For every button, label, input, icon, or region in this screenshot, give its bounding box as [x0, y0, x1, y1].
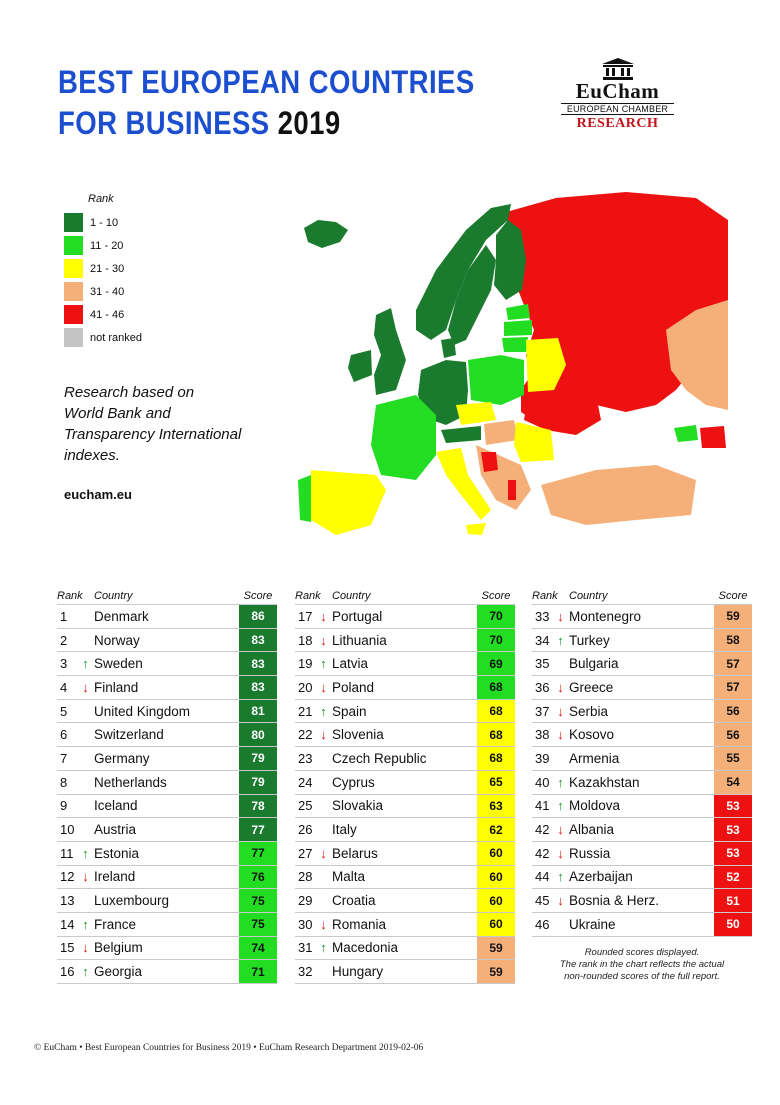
title-line-2	[58, 103, 475, 144]
table-row	[532, 795, 752, 819]
score-header: Score	[243, 590, 273, 602]
legend-swatch	[64, 282, 83, 301]
rank-cell: 5	[60, 703, 68, 719]
title-line-2-text: FOR BUSINESS	[58, 105, 270, 141]
trend-down-icon: ↓	[557, 727, 564, 743]
table-row	[295, 960, 515, 984]
score-cell: 54	[714, 771, 752, 794]
table-row	[57, 889, 277, 913]
table-row	[295, 629, 515, 653]
rank-cell: 29	[298, 893, 313, 909]
country-cell: Belgium	[94, 940, 143, 956]
rank-header: Rank	[295, 590, 321, 602]
rank-cell: 18	[298, 632, 313, 648]
table-row	[57, 676, 277, 700]
rank-cell: 26	[298, 822, 313, 838]
table-row	[57, 913, 277, 937]
country-cell: Lithuania	[332, 632, 387, 648]
map-region-denmark	[441, 338, 456, 358]
country-cell: Luxembourg	[94, 893, 170, 909]
country-cell: Spain	[332, 703, 367, 719]
score-cell: 56	[714, 700, 752, 723]
map-region-latvia	[504, 320, 532, 336]
research-note-line: indexes.	[64, 447, 120, 464]
table-row	[295, 913, 515, 937]
country-cell: Macedonia	[332, 940, 399, 956]
rank-cell: 32	[298, 964, 313, 980]
map-region-portugal	[298, 475, 311, 522]
rank-cell: 28	[298, 869, 313, 885]
legend-item	[64, 234, 224, 257]
table-row	[57, 795, 277, 819]
score-cell: 77	[239, 818, 277, 841]
country-cell: Norway	[94, 632, 140, 648]
country-cell: France	[94, 916, 137, 932]
trend-down-icon: ↓	[557, 845, 564, 861]
country-cell: Russia	[569, 845, 611, 861]
country-cell: Hungary	[332, 964, 384, 980]
rank-cell: 40	[535, 774, 550, 790]
trend-up-icon: ↑	[82, 916, 89, 932]
trend-up-icon: ↑	[320, 656, 327, 672]
map-region-france	[371, 395, 436, 480]
country-cell: Serbia	[569, 703, 609, 719]
score-cell: 62	[477, 818, 515, 841]
table-row	[57, 747, 277, 771]
research-note-line: Transparency International	[64, 426, 242, 443]
trend-down-icon: ↓	[557, 608, 564, 624]
country-cell: Netherlands	[94, 774, 167, 790]
table-row	[532, 842, 752, 866]
score-cell: 60	[477, 913, 515, 936]
legend-item	[64, 257, 224, 280]
trend-up-icon: ↑	[82, 845, 89, 861]
score-cell: 69	[477, 652, 515, 675]
rank-cell: 4	[60, 679, 68, 695]
rank-cell: 3	[60, 656, 68, 672]
rank-cell: 1	[60, 608, 68, 624]
table-row	[57, 866, 277, 890]
website-label: eucham.eu	[64, 487, 132, 502]
country-cell: Bulgaria	[569, 656, 619, 672]
europe-map	[296, 190, 728, 552]
table-row	[532, 605, 752, 629]
title-line-1: BEST EUROPEAN COUNTRIES	[58, 64, 475, 100]
rank-cell: 41	[535, 798, 550, 814]
legend-swatch	[64, 213, 83, 232]
country-cell: Germany	[94, 750, 150, 766]
table-row	[295, 676, 515, 700]
trend-up-icon: ↑	[557, 632, 564, 648]
country-cell: Portugal	[332, 608, 383, 624]
rank-cell: 11	[60, 845, 74, 861]
score-cell: 81	[239, 700, 277, 723]
rank-cell: 9	[60, 798, 68, 814]
trend-up-icon: ↑	[82, 964, 89, 980]
map-region-spain	[311, 470, 386, 535]
map-region-turkey	[541, 465, 696, 525]
trend-up-icon: ↑	[320, 940, 327, 956]
rank-cell: 45	[535, 893, 550, 909]
rounding-note-line: Rounded scores displayed.	[584, 947, 700, 958]
country-cell: Sweden	[94, 656, 143, 672]
country-cell: Montenegro	[569, 608, 642, 624]
score-cell: 57	[714, 676, 752, 699]
score-cell: 79	[239, 747, 277, 770]
rank-cell: 6	[60, 727, 68, 743]
rank-cell: 15	[60, 940, 75, 956]
table-header	[295, 588, 515, 605]
score-cell: 60	[477, 842, 515, 865]
table-row	[295, 795, 515, 819]
score-cell: 70	[477, 629, 515, 652]
score-cell: 68	[477, 700, 515, 723]
country-cell: Austria	[94, 822, 137, 838]
legend-item	[64, 326, 224, 349]
legend-label: 31 - 40	[90, 285, 125, 298]
ranking-table-1	[57, 588, 277, 984]
table-row	[532, 747, 752, 771]
table-row	[532, 700, 752, 724]
rank-cell: 37	[535, 703, 550, 719]
trend-down-icon: ↓	[320, 632, 327, 648]
country-cell: Romania	[332, 916, 387, 932]
country-cell: Croatia	[332, 893, 376, 909]
score-cell: 55	[714, 747, 752, 770]
rank-cell: 25	[298, 798, 313, 814]
score-cell: 71	[239, 960, 277, 983]
country-cell: Iceland	[94, 798, 138, 814]
table-row	[57, 629, 277, 653]
rank-cell: 8	[60, 774, 68, 790]
table-row	[295, 652, 515, 676]
map-region-finland	[494, 220, 526, 300]
score-cell: 75	[239, 889, 277, 912]
eucham-logo	[555, 58, 680, 148]
trend-down-icon: ↓	[82, 679, 89, 695]
legend-item	[64, 280, 224, 303]
rank-cell: 36	[535, 679, 550, 695]
map-region-iceland	[304, 220, 348, 248]
table-row	[295, 866, 515, 890]
trend-down-icon: ↓	[320, 608, 327, 624]
rank-cell: 19	[298, 656, 313, 672]
score-cell: 83	[239, 629, 277, 652]
score-cell: 75	[239, 913, 277, 936]
rank-cell: 12	[60, 869, 75, 885]
score-cell: 83	[239, 676, 277, 699]
trend-down-icon: ↓	[557, 822, 564, 838]
table-row	[532, 723, 752, 747]
score-cell: 53	[714, 795, 752, 818]
building-icon	[601, 58, 635, 80]
country-cell: Cyprus	[332, 774, 375, 790]
legend-swatch	[64, 328, 83, 347]
legend-title: Rank	[88, 193, 114, 205]
rank-cell: 35	[535, 656, 550, 672]
rank-cell: 30	[298, 916, 313, 932]
rank-cell: 10	[60, 822, 75, 838]
rank-cell: 42	[535, 822, 550, 838]
legend-label: 11 - 20	[90, 239, 124, 252]
rank-cell: 22	[298, 727, 313, 743]
score-cell: 86	[239, 605, 277, 628]
logo-subtitle: EUROPEAN CHAMBER	[561, 103, 674, 115]
country-cell: Malta	[332, 869, 366, 885]
map-region-austria	[441, 426, 481, 443]
country-cell: Finland	[94, 679, 139, 695]
country-cell: Georgia	[94, 964, 143, 980]
country-cell: Albania	[569, 822, 615, 838]
score-cell: 65	[477, 771, 515, 794]
trend-up-icon: ↑	[557, 774, 564, 790]
score-cell: 77	[239, 842, 277, 865]
legend-item	[64, 303, 224, 326]
map-region-georgia	[674, 425, 698, 442]
rank-cell: 20	[298, 679, 313, 695]
logo-research: RESEARCH	[576, 116, 659, 131]
rank-cell: 13	[60, 893, 75, 909]
legend-label: 1 - 10	[90, 216, 119, 229]
rank-cell: 44	[535, 869, 550, 885]
footer-copyright: © EuCham • Best European Countries for Business 2019 • EuCham Research Department 2019-02-06	[34, 1043, 424, 1053]
trend-up-icon: ↑	[557, 869, 564, 885]
rank-header: Rank	[57, 590, 83, 602]
score-cell: 53	[714, 842, 752, 865]
map-region-poland	[468, 355, 524, 405]
rank-cell: 42	[535, 845, 550, 861]
table-row	[57, 818, 277, 842]
score-cell: 60	[477, 889, 515, 912]
table-row	[57, 605, 277, 629]
trend-down-icon: ↓	[557, 703, 564, 719]
trend-down-icon: ↓	[82, 869, 89, 885]
table-row	[295, 747, 515, 771]
map-region-czech	[456, 402, 496, 425]
rank-cell: 23	[298, 750, 313, 766]
country-cell: Slovakia	[332, 798, 384, 814]
score-cell: 79	[239, 771, 277, 794]
table-row	[532, 913, 752, 937]
country-cell: Belarus	[332, 845, 378, 861]
score-header: Score	[718, 590, 748, 602]
title-year: 2019	[277, 105, 341, 141]
score-cell: 63	[477, 795, 515, 818]
table-row	[532, 818, 752, 842]
table-row	[532, 889, 752, 913]
rank-cell: 16	[60, 964, 75, 980]
country-cell: Latvia	[332, 656, 369, 672]
country-cell: Bosnia & Herz.	[569, 893, 660, 909]
trend-down-icon: ↓	[82, 940, 89, 956]
country-cell: Estonia	[94, 845, 140, 861]
trend-up-icon: ↑	[557, 798, 564, 814]
country-header: Country	[569, 590, 608, 602]
trend-up-icon: ↑	[82, 656, 89, 672]
table-row	[532, 676, 752, 700]
map-region-lithuania	[502, 337, 528, 352]
rounding-note	[532, 947, 752, 983]
trend-down-icon: ↓	[557, 679, 564, 695]
rank-cell: 2	[60, 632, 68, 648]
table-row	[57, 842, 277, 866]
country-header: Country	[94, 590, 133, 602]
legend-swatch	[64, 236, 83, 255]
legend-label: not ranked	[90, 331, 142, 344]
country-cell: Italy	[332, 822, 357, 838]
score-cell: 59	[477, 960, 515, 983]
table-row	[295, 771, 515, 795]
rank-cell: 21	[298, 703, 313, 719]
country-cell: Kazakhstan	[569, 774, 640, 790]
table-row	[532, 652, 752, 676]
country-cell: Switzerland	[94, 727, 164, 743]
map-region-azerbaijan	[700, 426, 726, 448]
score-cell: 53	[714, 818, 752, 841]
score-cell: 58	[714, 629, 752, 652]
score-cell: 52	[714, 866, 752, 889]
rank-cell: 34	[535, 632, 550, 648]
score-cell: 50	[714, 913, 752, 936]
score-header: Score	[481, 590, 511, 602]
legend-swatch	[64, 305, 83, 324]
table-header	[532, 588, 752, 605]
rank-header: Rank	[532, 590, 558, 602]
research-note-line: World Bank and	[64, 405, 171, 422]
table-row	[295, 818, 515, 842]
score-cell: 80	[239, 723, 277, 746]
ranking-table-3	[532, 588, 752, 937]
table-row	[532, 866, 752, 890]
table-header	[57, 588, 277, 605]
country-cell: Greece	[569, 679, 614, 695]
table-row	[532, 771, 752, 795]
rank-cell: 39	[535, 750, 550, 766]
score-cell: 68	[477, 723, 515, 746]
country-cell: United Kingdom	[94, 703, 191, 719]
map-region-uk	[374, 308, 406, 395]
country-cell: Moldova	[569, 798, 621, 814]
table-row	[295, 605, 515, 629]
trend-down-icon: ↓	[557, 893, 564, 909]
ranking-table-2	[295, 588, 515, 984]
table-row	[57, 700, 277, 724]
table-row	[57, 937, 277, 961]
country-cell: Azerbaijan	[569, 869, 633, 885]
score-cell: 83	[239, 652, 277, 675]
map-region-sicily	[466, 523, 486, 535]
score-cell: 59	[714, 605, 752, 628]
rank-cell: 7	[60, 750, 68, 766]
table-row	[532, 629, 752, 653]
table-row	[57, 960, 277, 984]
rounding-note-line: non-rounded scores of the full report.	[564, 971, 720, 982]
score-cell: 78	[239, 795, 277, 818]
rank-cell: 38	[535, 727, 550, 743]
score-cell: 59	[477, 937, 515, 960]
legend-item	[64, 211, 224, 234]
research-note-line: Research based on	[64, 384, 195, 401]
map-region-hungary	[484, 420, 518, 445]
table-row	[57, 723, 277, 747]
logo-name: EuCham	[575, 79, 660, 103]
trend-up-icon: ↑	[320, 703, 327, 719]
trend-down-icon: ↓	[320, 727, 327, 743]
table-row	[295, 937, 515, 961]
rounding-note-line: The rank in the chart reflects the actual	[559, 959, 725, 970]
page-title	[58, 62, 475, 144]
legend	[64, 193, 224, 349]
legend-label: 21 - 30	[90, 262, 125, 275]
country-cell: Ukraine	[569, 916, 616, 932]
score-cell: 56	[714, 723, 752, 746]
country-cell: Ireland	[94, 869, 136, 885]
score-cell: 60	[477, 866, 515, 889]
trend-down-icon: ↓	[320, 916, 327, 932]
legend-label: 41 - 46	[90, 308, 125, 321]
rank-cell: 33	[535, 608, 550, 624]
research-note	[64, 382, 264, 466]
rank-cell: 17	[298, 608, 313, 624]
table-row	[295, 842, 515, 866]
country-header: Country	[332, 590, 371, 602]
score-cell: 74	[239, 937, 277, 960]
map-region-estonia	[506, 304, 530, 320]
table-row	[57, 652, 277, 676]
rank-cell: 46	[535, 916, 550, 932]
table-row	[57, 771, 277, 795]
rank-cell: 27	[298, 845, 313, 861]
trend-down-icon: ↓	[320, 679, 327, 695]
country-cell: Turkey	[569, 632, 610, 648]
map-region-ireland	[348, 350, 372, 382]
score-cell: 76	[239, 866, 277, 889]
score-cell: 51	[714, 889, 752, 912]
score-cell: 57	[714, 652, 752, 675]
table-row	[295, 889, 515, 913]
trend-down-icon: ↓	[320, 845, 327, 861]
rank-cell: 24	[298, 774, 313, 790]
score-cell: 68	[477, 676, 515, 699]
country-cell: Czech Republic	[332, 750, 427, 766]
legend-swatch	[64, 259, 83, 278]
country-cell: Armenia	[569, 750, 620, 766]
country-cell: Poland	[332, 679, 375, 695]
rank-cell: 31	[298, 940, 313, 956]
table-row	[295, 700, 515, 724]
score-cell: 70	[477, 605, 515, 628]
score-cell: 68	[477, 747, 515, 770]
map-region-albania	[508, 480, 516, 500]
rank-cell: 14	[60, 916, 75, 932]
country-cell: Denmark	[94, 608, 149, 624]
country-cell: Kosovo	[569, 727, 615, 743]
country-cell: Slovenia	[332, 727, 384, 743]
table-row	[295, 723, 515, 747]
